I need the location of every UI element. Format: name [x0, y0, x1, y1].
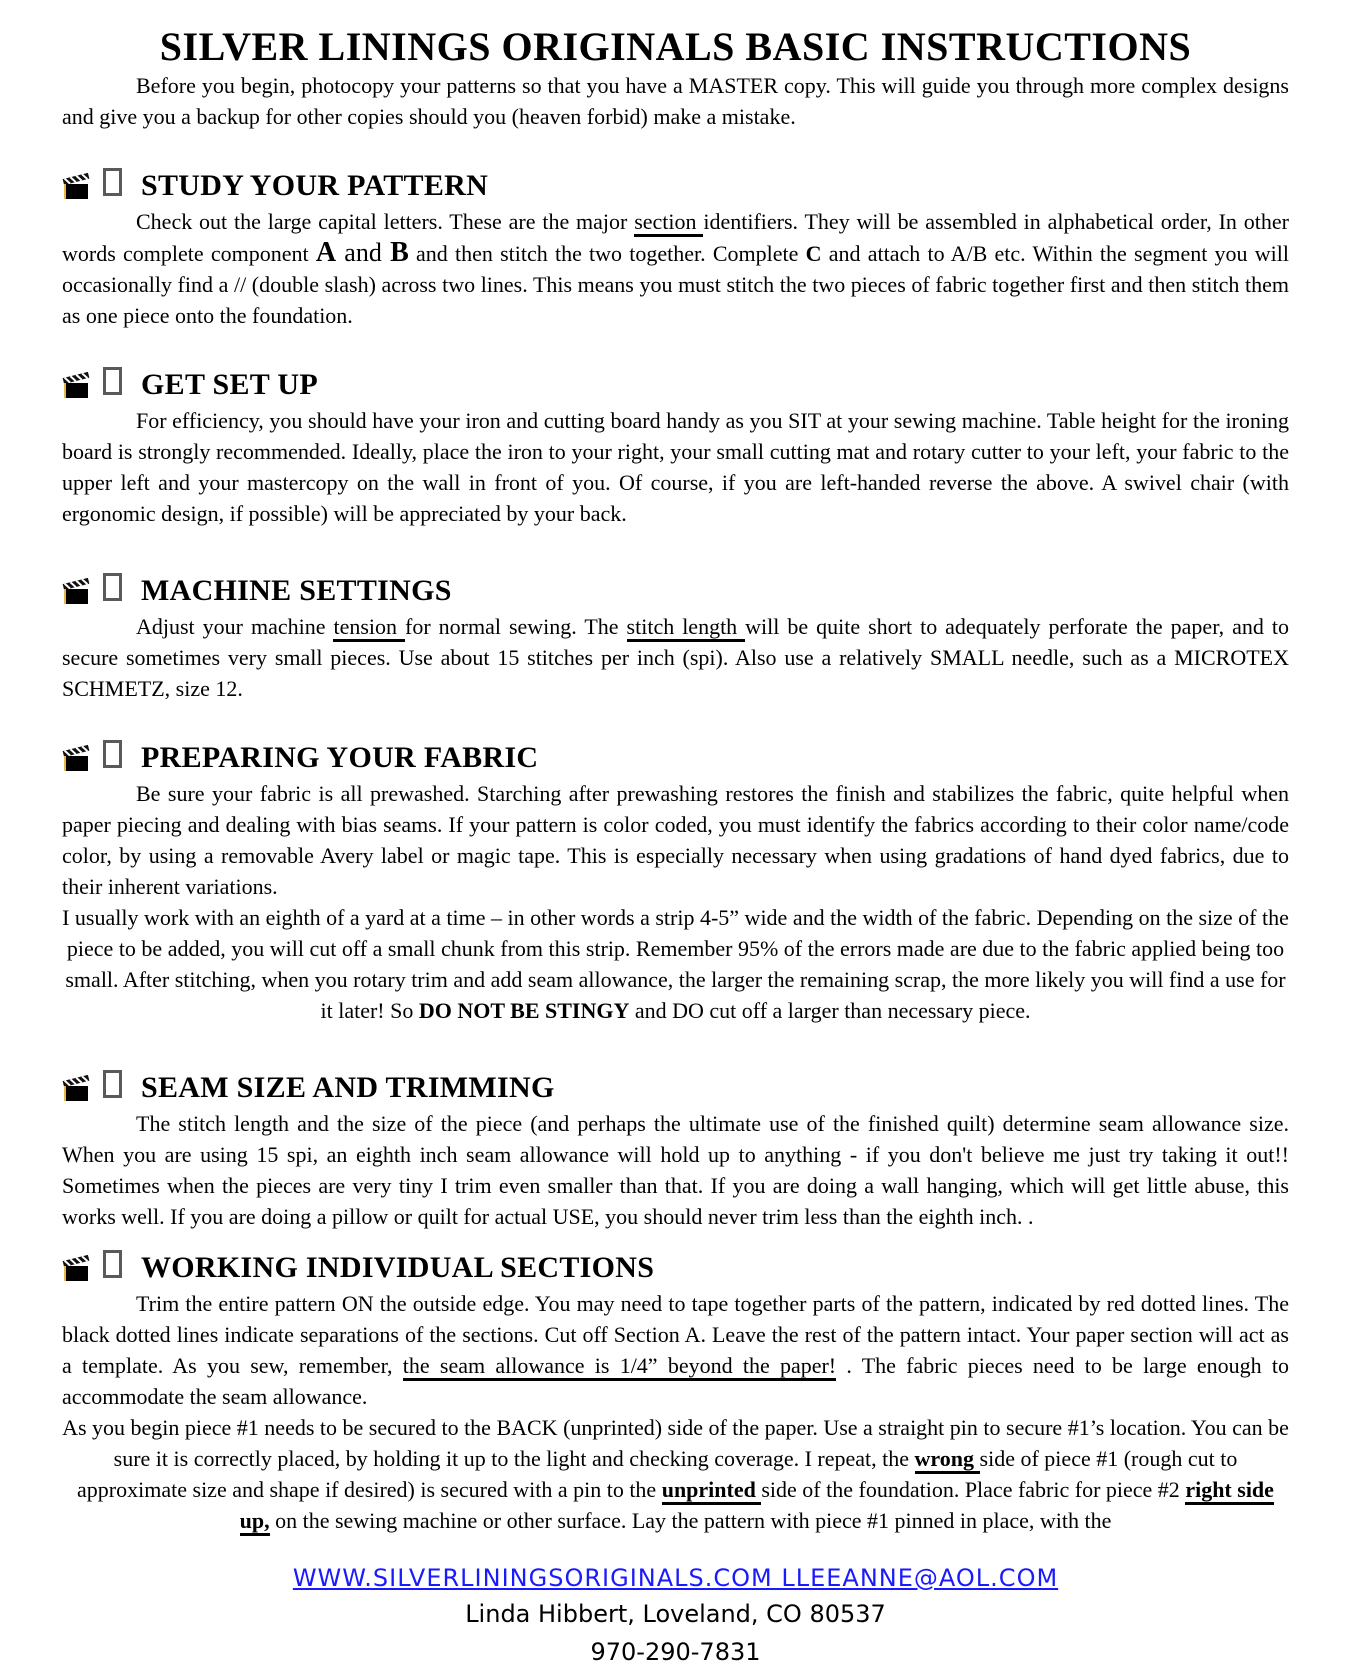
phone-line: 970-290-7831: [590, 1638, 761, 1666]
underlined-text: the seam allowance is 1/4” beyond the paper!: [403, 1353, 836, 1381]
section-seam-size-and-trimming: [62, 1068, 1289, 1232]
section-header: [62, 738, 1289, 778]
contact-line: Linda Hibbert, Loveland, CO 80537: [465, 1600, 886, 1628]
empty-glyph-box-icon: [103, 367, 122, 395]
section-paragraph: Be sure your fabric is all prewashed. Starching after prewashing restores the finish and stabilizes the fabric, quite helpful when paper piecing and dealing with bias seams. If your pattern is color coded, you must identify the fabrics according to their color name/code color, by using a removable Avery label or magic tape. This is especially necessary when using gradations of hand dyed fabrics, due to their inherent variations.: [62, 781, 1289, 899]
clapperboard-icon: [62, 370, 94, 400]
text-segment: and then stitch the two together. Complete: [408, 241, 806, 266]
section-title: MACHINE SETTINGS: [141, 574, 452, 607]
clapperboard-icon: [62, 576, 94, 606]
underlined-text: stitch length: [627, 614, 746, 642]
clapperboard-icon: [62, 743, 94, 773]
section-header: [62, 571, 1289, 611]
section-paragraph: [62, 902, 1289, 1026]
bold-text: DO NOT BE STINGY: [418, 998, 630, 1023]
underlined-text: tension: [333, 614, 405, 642]
empty-glyph-box-icon: [103, 1070, 122, 1098]
text-segment: on the sewing machine or other surface. Lay the pattern with piece #1 pinned in place, with the: [269, 1508, 1112, 1533]
section-header: [62, 166, 1289, 206]
section-header: [62, 1248, 1289, 1288]
section-header: [62, 1068, 1289, 1108]
empty-glyph-box-icon: [103, 740, 122, 768]
text-segment: Trim the entire pattern ON the outside edge. You may need to tape together parts of the pattern, indicated by red dotted lines. The black dotted lines indicate separations of the sections. Cut off Section A. Leave the rest of the pattern intact. Your paper section will act as a template. As you sew, remember,: [62, 1291, 1289, 1378]
section-title: STUDY YOUR PATTERN: [141, 169, 489, 202]
clapperboard-icon: [62, 171, 94, 201]
text-segment: and attach to A/B etc. Within the segment you will occasionally find a // (double slash) across two lines. This means you must stitch the two pieces of fabric together first and then stitch them as one piece onto the foundation.: [62, 241, 1289, 328]
empty-glyph-box-icon: [103, 168, 122, 196]
section-paragraph: [62, 611, 1289, 704]
text-segment: As you begin piece #1 needs to be secured to the BACK (unprinted) side of the paper. Use a straight pin to secure #1’s location. You can be sure it is correctly placed, by holding it up to the light and checking coverage. I repeat, the: [62, 1415, 1289, 1471]
section-title: PREPARING YOUR FABRIC: [141, 741, 539, 774]
section-machine-settings: [62, 571, 1289, 704]
section-paragraph: [62, 1412, 1289, 1536]
bold-underlined-text: wrong: [915, 1446, 980, 1474]
text-segment: Adjust your machine: [136, 614, 334, 639]
section-title: GET SET UP: [141, 368, 318, 401]
underlined-text: section: [634, 209, 703, 237]
clapperboard-icon: [62, 1253, 94, 1283]
text-segment: . The fabric pieces need to be large enough to accommodate the seam allowance.: [62, 1353, 1290, 1409]
empty-glyph-box-icon: [103, 573, 122, 601]
section-get-set-up: [62, 365, 1289, 529]
section-paragraph: [62, 206, 1289, 331]
text-segment: I usually work with an eighth of a yard at a time – in other words a strip 4-5” wide and the width of the fabric. Depending on the size of the piece to be added, you will cut off a small chunk from this strip. Remember 95% of the errors made are due to the fabric applied being too small. After stitching, when you rotary trim and add seam allowance, the larger the remaining scrap, the more likely you will find a use for it later! So: [62, 905, 1289, 1023]
section-header: [62, 365, 1289, 405]
emphasis-letter-a: A: [315, 237, 337, 268]
text-segment: and DO cut off a larger than necessary piece.: [629, 998, 1031, 1023]
text-segment: Check out the large capital letters. These are the major: [136, 209, 635, 234]
section-study-your-pattern: [62, 166, 1289, 331]
section-paragraph: For efficiency, you should have your iron and cutting board handy as you SIT at your sewing machine. Table height for the ironing board is strongly recommended. Ideally, place the iron to your right, your small cutting mat and rotary cutter to your left, your fabric to the upper left and your mastercopy on the wall in front of you. Of course, if you are left-handed reverse the above. A swivel chair (with ergonomic design, if possible) will be appreciated by your back.: [62, 408, 1289, 526]
page-title: SILVER LININGS ORIGINALS BASIC INSTRUCTIONS: [159, 24, 1192, 69]
clapperboard-icon: [62, 1073, 94, 1103]
section-title: WORKING INDIVIDUAL SECTIONS: [141, 1251, 655, 1284]
intro-paragraph: Before you begin, photocopy your patterns so that you have a MASTER copy. This will guide you through more complex designs and give you a backup for other copies should you (heaven forbid) make a mistake.: [62, 73, 1289, 129]
text-segment: will be quite short to adequately perforate the paper, and to secure sometimes very small pieces. Use about 15 stitches per inch (spi). Also use a relatively SMALL needle, such as a MICROTEX SCHMETZ, size 12.: [62, 614, 1289, 701]
section-title: SEAM SIZE AND TRIMMING: [141, 1071, 555, 1104]
website-link[interactable]: WWW.SILVERLININGSORIGINALS.COM LLEEANNE@AOL.COM: [292, 1564, 1059, 1592]
text-segment: and: [336, 238, 391, 267]
footer: [62, 1562, 1289, 1670]
section-paragraph: [62, 1288, 1289, 1412]
text-segment: for normal sewing. The: [405, 614, 627, 639]
emphasis-letter-c: C: [805, 241, 822, 266]
text-segment: identifiers. They will be assembled in alphabetical order, In other words complete component: [62, 209, 1289, 266]
section-paragraph: The stitch length and the size of the piece (and perhaps the ultimate use of the finished quilt) determine seam allowance size. When you are using 15 spi, an eighth inch seam allowance will hold up to anything - if you don't believe me just try taking it out!! Sometimes when the pieces are very tiny I trim even smaller than that. If you are doing a wall hanging, which will get little abuse, this works well. If you are doing a pillow or quilt for actual USE, you should never trim less than the eighth inch. .: [62, 1111, 1289, 1229]
emphasis-letter-b: B: [390, 237, 409, 268]
bold-underlined-text: unprinted: [662, 1477, 762, 1505]
section-working-individual-sections: [62, 1248, 1289, 1536]
text-segment: side of piece #1 (rough cut to approximate size and shape if desired) is secured with a pin to the: [77, 1446, 1238, 1502]
text-segment: side of the foundation. Place fabric for piece #2: [761, 1477, 1186, 1502]
empty-glyph-box-icon: [103, 1250, 122, 1278]
bold-underlined-text: right side up,: [240, 1477, 1274, 1536]
section-preparing-your-fabric: [62, 738, 1289, 1026]
